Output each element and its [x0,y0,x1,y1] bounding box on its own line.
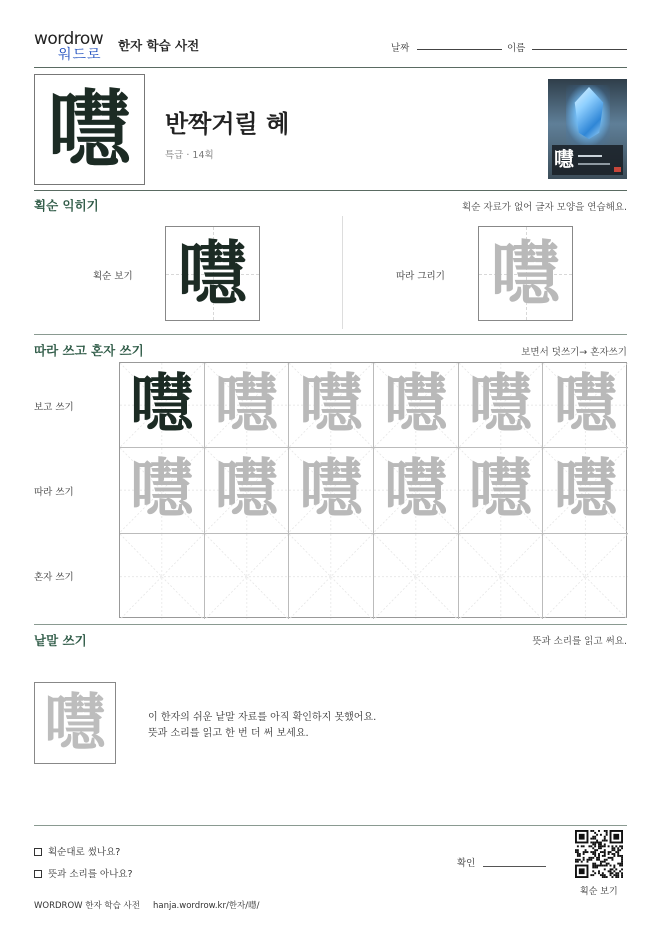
stroke-view-box[interactable] [165,226,260,321]
trace-character: 嚖 [383,367,448,443]
confirm-field[interactable] [483,866,546,867]
stroke-view-character: 嚖 [177,231,248,315]
practice-cell[interactable] [459,363,544,448]
practice-cell[interactable] [459,534,544,619]
hanja-name: 반짝거릴 혜 [165,110,290,138]
trace-character: 嚖 [490,231,561,315]
practice-grid[interactable] [119,362,627,618]
cell-guide-lines [374,534,458,619]
hero-character: 嚖 [47,79,132,179]
row-label-alone: 혼자 쓰기 [34,572,74,583]
stroke-section-note: 획순 자료가 없어 글자 모양을 연습해요. [462,202,627,213]
name-label: 이름 [507,43,526,54]
vocab-character-box[interactable] [34,682,116,764]
crystal-illustration [548,79,627,179]
hanja-grade-strokes: 특급 · 14획 [165,150,214,161]
illustration-badge [614,167,621,172]
qr-label: 획순 보기 [580,887,618,897]
trace-character: 嚖 [299,452,364,528]
hero-character-box [34,74,145,185]
vocab-message-line1: 이 한자의 쉬운 낱말 자료를 아직 확인하지 못했어요. [148,712,377,723]
illustration-character: 嚖 [554,147,574,171]
vocab-character: 嚖 [43,686,106,759]
trace-character: 嚖 [553,452,618,528]
name-field[interactable] [532,49,627,50]
practice-cell[interactable] [120,363,205,448]
vocab-message-line2: 뜻과 소리를 읽고 한 번 더 써 보세요. [148,728,309,739]
trace-character: 嚖 [214,452,279,528]
practice-cell[interactable] [289,363,374,448]
confirm-label: 확인 [457,858,476,869]
practice-cell[interactable] [120,448,205,533]
model-character: 嚖 [129,367,194,443]
footer-divider [34,825,627,826]
practice-cell[interactable] [205,363,290,448]
practice-cell[interactable] [543,534,628,619]
stroke-section-title: 획순 익히기 [34,198,99,213]
practice-cell[interactable] [289,448,374,533]
wordrow-logo [34,30,112,64]
cell-guide-lines [543,534,628,619]
checkbox-icon[interactable] [34,848,42,856]
vocab-section-note: 뜻과 소리를 읽고 써요. [532,636,627,647]
cell-guide-lines [459,534,543,619]
row-label-see: 보고 쓰기 [34,402,74,413]
checkbox-icon[interactable] [34,870,42,878]
vocab-section-title: 낱말 쓰기 [34,633,87,648]
trace-character: 嚖 [129,452,194,528]
trace-character: 嚖 [468,367,533,443]
illustration-text-line [578,163,610,165]
trace-label: 따라 그리기 [396,271,445,282]
cell-guide-lines [120,534,204,619]
header-divider [34,67,627,68]
practice-section-title: 따라 쓰고 혼자 쓰기 [34,343,144,358]
checklist-item-meaning[interactable] [34,866,133,880]
practice-cell[interactable] [374,448,459,533]
trace-character: 嚖 [383,452,448,528]
trace-character: 嚖 [553,367,618,443]
trace-character: 嚖 [214,367,279,443]
footer-brand: WORDROW 한자 학습 사전 [34,901,140,911]
practice-cell[interactable] [543,363,628,448]
cell-guide-lines [205,534,289,619]
practice-cell[interactable] [374,534,459,619]
date-field[interactable] [417,49,502,50]
hero-divider [34,190,627,191]
illustration-text-line [578,155,602,157]
cell-guide-lines [289,534,373,619]
practice-cell[interactable] [374,363,459,448]
checklist-item-strokes[interactable] [34,844,120,858]
app-title: 한자 학습 사전 [118,38,200,53]
practice-cell[interactable] [205,534,290,619]
practice-cell[interactable] [459,448,544,533]
qr-code-icon[interactable] [575,830,623,878]
footer-url[interactable]: hanja.wordrow.kr/한자/嚖/ [153,901,260,911]
logo-wordmark: wordrow [34,29,104,49]
practice-cell[interactable] [289,534,374,619]
date-label: 날짜 [391,43,410,54]
checklist-label: 획순대로 썼나요? [48,847,121,858]
stroke-view-label: 획순 보기 [93,271,133,282]
logo-korean: 워드로 [58,47,102,63]
practice-section-note: 보면서 덧쓰기→ 혼자쓰기 [521,347,627,358]
stroke-divider [342,216,343,329]
checklist-label: 뜻과 소리를 아나요? [48,869,133,880]
practice-cell[interactable] [120,534,205,619]
practice-cell[interactable] [205,448,290,533]
trace-character: 嚖 [299,367,364,443]
practice-divider [34,624,627,625]
trace-box[interactable] [478,226,573,321]
row-label-trace: 따라 쓰기 [34,487,74,498]
stroke-divider-bottom [34,334,627,335]
trace-character: 嚖 [468,452,533,528]
practice-cell[interactable] [543,448,628,533]
